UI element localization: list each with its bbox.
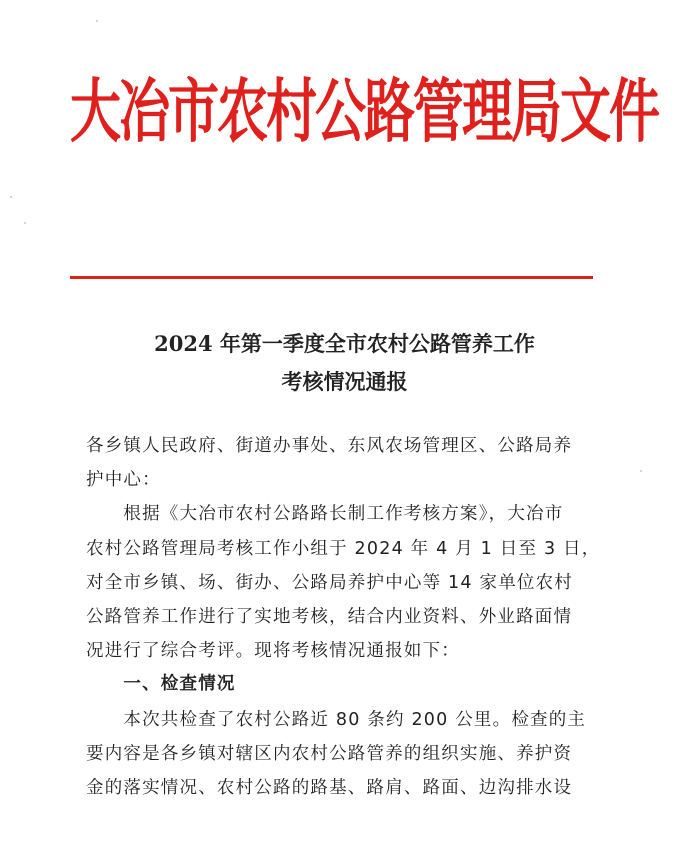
scan-speck xyxy=(10,196,12,198)
body-line: 公路管养工作进行了实地考核，结合内业资料、外业路面情 xyxy=(86,607,573,627)
section-heading-inspection: 一、检查情况 xyxy=(86,674,236,694)
body-line: 金的落实情况、农村公路的路基、路肩、路面、边沟排水设 xyxy=(86,778,573,798)
body-line: 本次共检查了农村公路近 80 条约 200 公里。检查的主 xyxy=(86,710,587,730)
body-line-recipients: 各乡镇人民政府、街道办事处、东风农场管理区、公路局养 xyxy=(86,436,573,456)
body-line: 护中心： xyxy=(86,470,161,490)
body-line: 要内容是各乡镇对辖区内农村公路管养的组织实施、养护资 xyxy=(86,744,573,764)
body-line: 农村公路管理局考核工作小组于 2024 年 4 月 1 日至 3 日， xyxy=(86,539,601,559)
notice-title-line-1: 2024 年第一季度全市农村公路管养工作 xyxy=(154,331,535,356)
notice-title-line-2: 考核情况通报 xyxy=(281,369,408,394)
red-divider-line xyxy=(70,276,593,279)
body-line: 根据《大冶市农村公路路长制工作考核方案》，大冶市 xyxy=(86,504,564,524)
scan-speck xyxy=(24,222,26,224)
body-line: 对全市乡镇、场、街办、公路局养护中心等 14 家单位农村 xyxy=(86,573,573,593)
body-line: 况进行了综合考评。现将考核情况通报如下： xyxy=(86,641,460,661)
scan-speck xyxy=(640,470,642,472)
document-header-title: 大冶市农村公路管理局文件 xyxy=(70,72,659,153)
scan-speck xyxy=(96,20,98,22)
